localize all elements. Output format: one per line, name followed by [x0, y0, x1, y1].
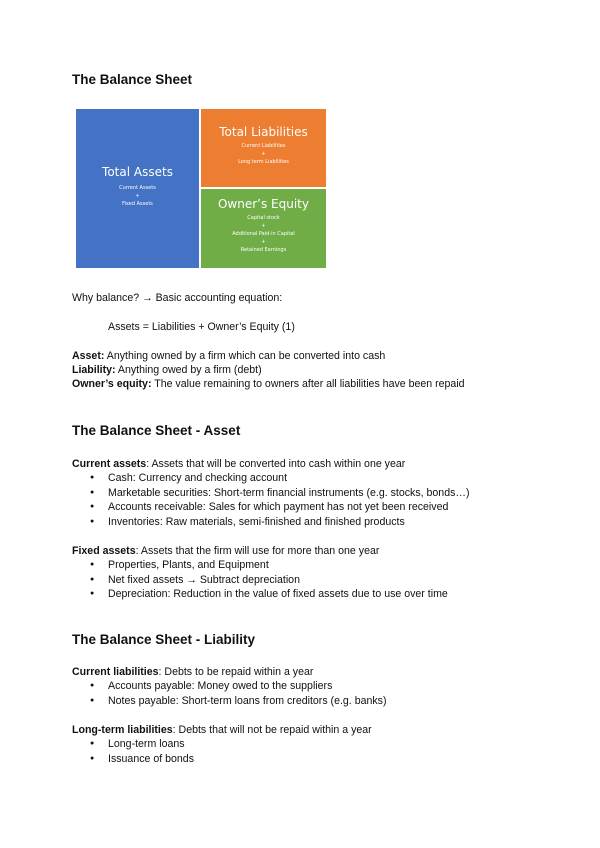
current-liabilities-text: : Debts to be repaid within a year [158, 666, 314, 678]
fixed-assets-term: Fixed assets [72, 545, 136, 557]
total-assets-title: Total Assets [102, 165, 173, 179]
section-title-asset: The Balance Sheet - Asset [72, 423, 241, 438]
definition-term: Asset: [72, 350, 105, 362]
total-assets-box [76, 109, 199, 268]
list-item: ● Marketable securities: Short-term financial instruments (e.g. stocks, bonds…) [90, 486, 470, 501]
list-item: ● Accounts receivable: Sales for which payment has not yet been received [90, 500, 470, 515]
current-liabilities-list [90, 679, 387, 708]
list-item: ● Cash: Currency and checking account [90, 471, 470, 486]
why-balance-text: Why balance? → Basic accounting equation: [72, 292, 283, 304]
liabilities-line: + [261, 151, 266, 157]
section-title-liability: The Balance Sheet - Liability [72, 632, 256, 647]
list-item: ● Properties, Plants, and Equipment [90, 558, 448, 573]
total-liabilities-box [201, 109, 326, 187]
definition-asset [72, 349, 385, 364]
fixed-assets-text: : Assets that the firm will use for more than one year [135, 545, 380, 557]
current-liabilities-heading [72, 665, 313, 680]
equity-line: + [261, 239, 266, 245]
definition-term: Owner’s equity: [72, 378, 152, 390]
list-item: ● Inventories: Raw materials, semi-finished and finished products [90, 515, 470, 530]
long-term-liabilities-term: Long-term liabilities [72, 724, 173, 736]
assets-line: + [135, 193, 140, 199]
long-term-liabilities-heading [72, 723, 372, 738]
definition-text: Anything owned by a firm which can be converted into cash [104, 350, 386, 362]
equity-line: Retained Earnings [240, 247, 287, 253]
assets-line: Current Assets [119, 185, 156, 191]
long-term-liabilities-text: : Debts that will not be repaid within a year [172, 724, 372, 736]
definition-owners-equity [72, 377, 465, 392]
definition-term: Liability: [72, 364, 116, 376]
definition-text: The value remaining to owners after all liabilities have been repaid [151, 378, 465, 390]
equity-line: + [261, 223, 266, 229]
current-liabilities-term: Current liabilities [72, 666, 159, 678]
list-item: ● Accounts payable: Money owed to the suppliers [90, 679, 387, 694]
current-assets-term: Current assets [72, 458, 147, 470]
equity-line: Additional Paid-in Capital [232, 231, 295, 237]
definition-text: Anything owed by a firm (debt) [115, 364, 262, 376]
list-item: ● Depreciation: Reduction in the value of fixed assets due to use over time [90, 587, 448, 602]
list-item: ● Issuance of bonds [90, 752, 194, 767]
list-item: ● Notes payable: Short-term loans from creditors (e.g. banks) [90, 694, 387, 709]
list-item: ● Net fixed assets → Subtract depreciation [90, 573, 448, 588]
current-assets-list [90, 471, 470, 529]
liabilities-line: Current Liabilities [241, 143, 286, 149]
fixed-assets-heading [72, 544, 379, 559]
owners-equity-title: Owner’s Equity [217, 197, 309, 211]
current-assets-heading [72, 457, 405, 472]
list-item: ● Long-term loans [90, 737, 194, 752]
assets-line: Fixed Assets [122, 201, 153, 207]
fixed-assets-list [90, 558, 448, 602]
total-liabilities-title: Total Liabilities [219, 125, 308, 139]
section-title-balance-sheet: The Balance Sheet [72, 72, 193, 87]
liabilities-line: Long term Liabilities [238, 159, 289, 165]
long-term-liabilities-list [90, 737, 194, 766]
owners-equity-box [201, 189, 326, 268]
definition-liability [72, 363, 262, 378]
current-assets-text: : Assets that will be converted into cash within one year [146, 458, 406, 470]
balance-sheet-diagram [76, 109, 326, 268]
accounting-equation: Assets = Liabilities + Owner’s Equity (1) [108, 321, 295, 333]
equity-line: Capital stock [247, 215, 280, 221]
